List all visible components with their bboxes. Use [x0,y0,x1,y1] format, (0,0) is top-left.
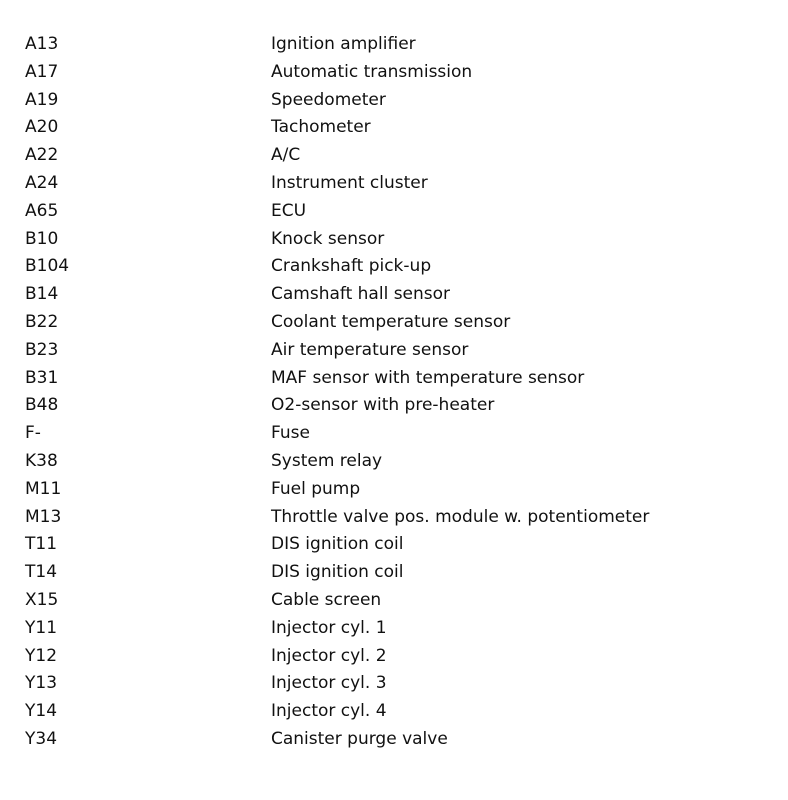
legend-row [25,448,765,476]
component-code: A20 [25,117,59,138]
legend-row [25,59,765,87]
component-description: Injector cyl. 1 [271,617,387,638]
legend-row [25,531,765,559]
legend-row [25,698,765,726]
component-description: Camshaft hall sensor [271,284,451,305]
component-description: Knock sensor [271,228,385,249]
component-code: B22 [25,311,59,332]
component-description: A/C [271,145,301,166]
legend-row [25,170,765,198]
legend-row [25,198,765,226]
component-description: System relay [271,450,383,471]
legend-row [25,670,765,698]
component-code: A24 [25,172,59,193]
legend-row [25,365,765,393]
legend-row [25,87,765,115]
component-description: DIS ignition coil [271,534,404,555]
component-code: K38 [25,450,58,471]
component-code: Y34 [25,728,58,749]
component-code: B31 [25,367,59,388]
legend-row [25,114,765,142]
component-description: Ignition amplifier [271,34,416,54]
component-code: F- [25,423,41,444]
component-description: Automatic transmission [271,61,473,82]
component-description: O2-sensor with pre-heater [271,395,495,416]
legend-row [25,226,765,254]
component-code: B14 [25,284,59,305]
legend-row [25,726,765,754]
component-description: Instrument cluster [271,172,428,193]
component-code: A17 [25,61,59,82]
component-description: Tachometer [271,117,371,138]
legend-row [25,309,765,337]
legend-row [25,559,765,587]
component-code: B48 [25,395,59,416]
component-code: B10 [25,228,59,249]
component-code: T14 [25,562,58,583]
component-code: A19 [25,89,59,110]
legend-row [25,392,765,420]
component-code: Y11 [25,617,58,638]
legend-row [25,142,765,170]
legend-row [25,615,765,643]
component-code: Y13 [25,673,58,694]
component-code: B23 [25,339,59,360]
legend-row [25,31,765,59]
component-description: Fuel pump [271,478,361,499]
component-code: T11 [25,534,58,555]
legend-row [25,253,765,281]
component-code: B104 [25,256,70,277]
component-description: Fuse [271,423,310,444]
legend-row [25,420,765,448]
component-description: DIS ignition coil [271,562,404,583]
component-description: Speedometer [271,89,386,110]
component-code: Y14 [25,701,58,722]
component-description: Crankshaft pick-up [271,256,432,277]
component-code: X15 [25,589,59,610]
component-code: M13 [25,506,62,527]
component-description: Injector cyl. 4 [271,701,387,722]
legend-row [25,643,765,671]
component-description: Canister purge valve [271,728,448,749]
component-code: Y12 [25,645,58,666]
component-code: A65 [25,200,59,221]
component-description: Air temperature sensor [271,339,469,360]
component-description: Injector cyl. 3 [271,673,387,694]
legend-row [25,337,765,365]
component-code: A13 [25,34,59,54]
legend-row [25,476,765,504]
legend-row [25,587,765,615]
legend-row [25,281,765,309]
component-description: ECU [271,200,307,221]
component-description: Coolant temperature sensor [271,311,511,332]
component-description: Injector cyl. 2 [271,645,387,666]
component-description: MAF sensor with temperature sensor [271,367,585,388]
component-code: M11 [25,478,62,499]
legend-row [25,504,765,532]
component-code: A22 [25,145,59,166]
component-description: Cable screen [271,589,382,610]
component-legend [25,31,765,754]
component-description: Throttle valve pos. module w. potentiometer [271,506,650,527]
